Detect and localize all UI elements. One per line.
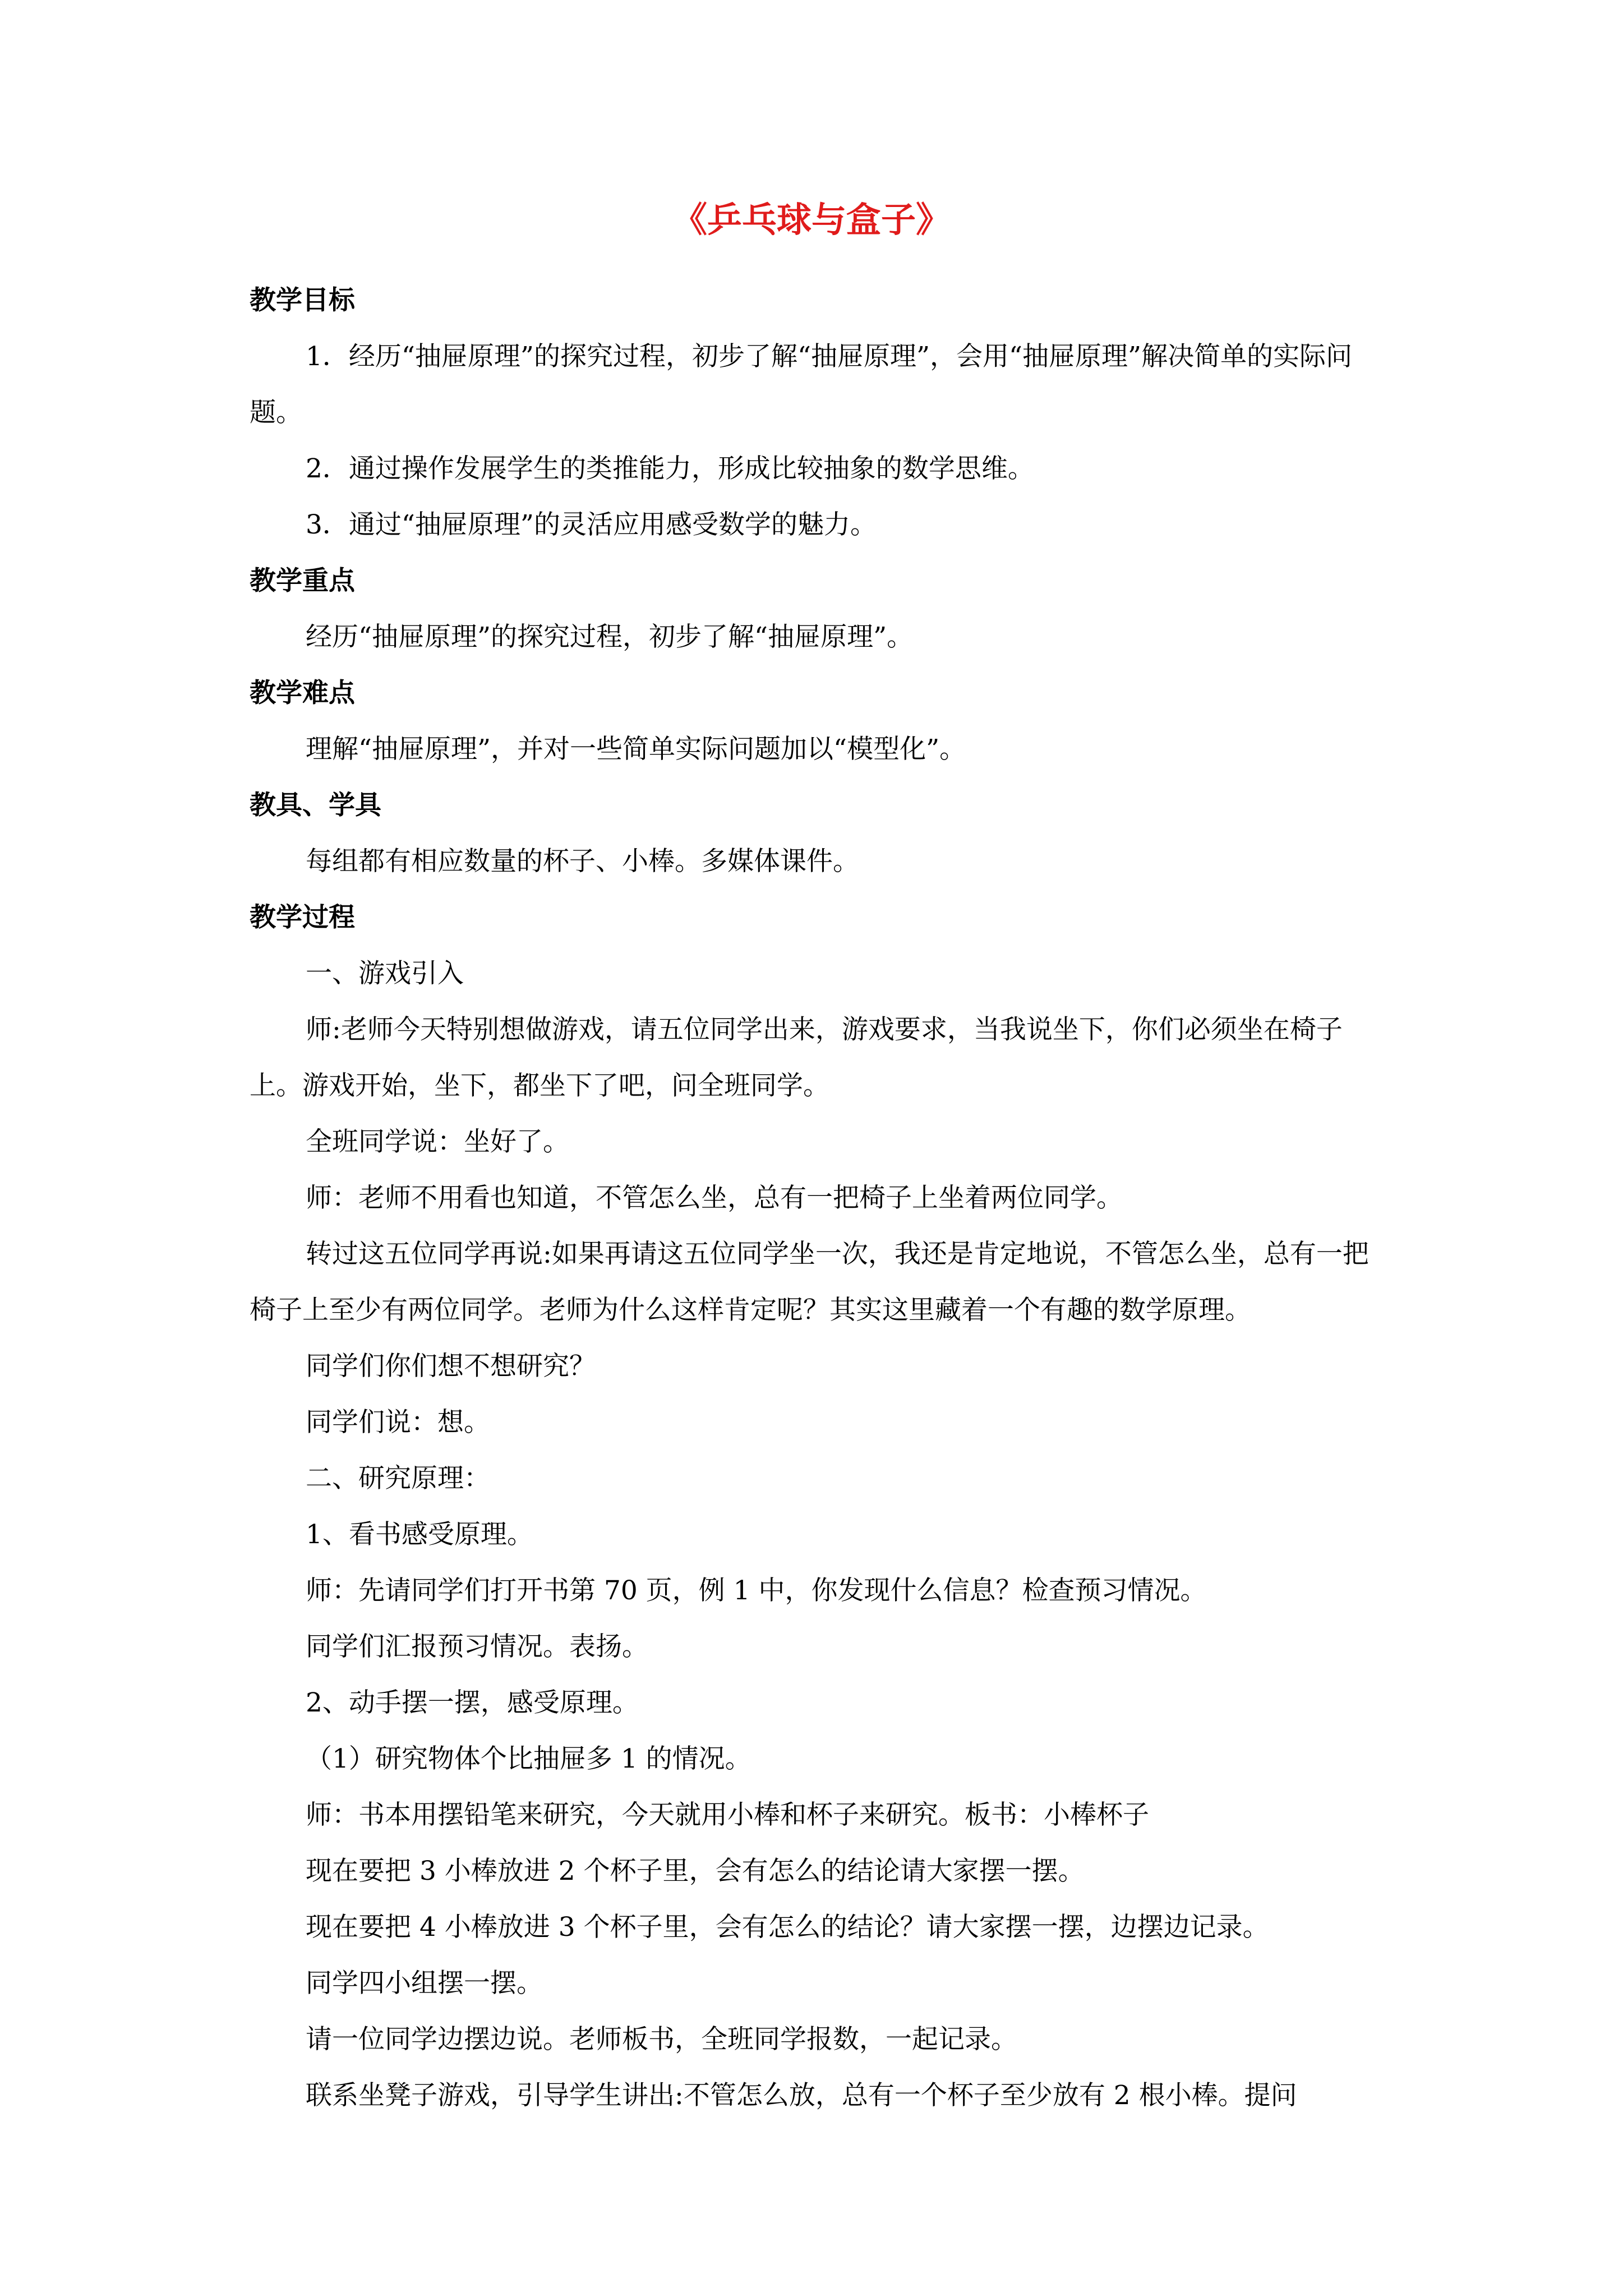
- paragraph: 师:老师今天特别想做游戏，请五位同学出来，游戏要求，当我说坐下，你们必须坐在椅子上。游戏开始，坐下，都坐下了吧，问全班同学。: [250, 1014, 1343, 1101]
- paragraph: 转过这五位同学再说:如果再请这五位同学坐一次，我还是肯定地说，不管怎么坐，总有一把椅子上至少有两位同学。老师为什么这样肯定呢？其实这里藏着一个有趣的数学原理。: [250, 1239, 1369, 1326]
- paragraph: 2、动手摆一摆，感受原理。: [306, 1687, 639, 1718]
- document-title: 《乒乓球与盒子》: [672, 199, 951, 240]
- paragraph: 请一位同学边摆边说。老师板书，全班同学报数，一起记录。: [306, 2024, 1017, 2055]
- paragraph: 现在要把 4 小棒放进 3 个杯子里，会有怎么的结论？请大家摆一摆，边摆边记录。: [306, 1912, 1269, 1943]
- section-heading: 教学过程: [250, 902, 355, 933]
- paragraph: 理解“抽屉原理”，并对一些简单实际问题加以“模型化”。: [306, 734, 966, 765]
- section-heading: 教学难点: [250, 678, 355, 708]
- paragraph: 3．通过“抽屉原理”的灵活应用感受数学的魅力。: [306, 509, 877, 540]
- paragraph: 同学们说：想。: [306, 1407, 490, 1438]
- paragraph: 师：书本用摆铅笔来研究，今天就用小棒和杯子来研究。板书：小棒杯子: [306, 1800, 1149, 1830]
- document-body: [250, 273, 1388, 2124]
- paragraph: 师：先请同学们打开书第 70 页，例 1 中，你发现什么信息？检查预习情况。: [306, 1575, 1207, 1606]
- section-heading: 教学目标: [250, 285, 355, 316]
- paragraph: 同学四小组摆一摆。: [306, 1968, 543, 1999]
- paragraph: 每组都有相应数量的杯子、小棒。多媒体课件。: [306, 846, 859, 877]
- paragraph: 二、研究原理：: [306, 1463, 490, 1494]
- paragraph: 1、看书感受原理。: [306, 1519, 533, 1550]
- paragraph: 同学们你们想不想研究？: [306, 1351, 596, 1382]
- paragraph: （1）研究物体个比抽屉多 1 的情况。: [306, 1743, 751, 1774]
- paragraph: 一、游戏引入: [306, 958, 464, 989]
- section-heading: 教学重点: [250, 565, 355, 596]
- paragraph: 同学们汇报预习情况。表扬。: [306, 1631, 648, 1662]
- paragraph: 全班同学说：坐好了。: [306, 1126, 569, 1157]
- paragraph: 1．经历“抽屉原理”的探究过程，初步了解“抽屉原理”，会用“抽屉原理”解决简单的实际问题。: [250, 341, 1353, 428]
- section-heading: 教具、学具: [250, 790, 381, 821]
- paragraph: 师：老师不用看也知道，不管怎么坐，总有一把椅子上坐着两位同学。: [306, 1182, 1123, 1213]
- paragraph: 2．通过操作发展学生的类推能力，形成比较抽象的数学思维。: [306, 453, 1034, 484]
- paragraph: 经历“抽屉原理”的探究过程，初步了解“抽屉原理”。: [306, 622, 914, 652]
- paragraph: 现在要把 3 小棒放进 2 个杯子里，会有怎么的结论请大家摆一摆。: [306, 1856, 1085, 1887]
- paragraph: 联系坐凳子游戏，引导学生讲出:不管怎么放，总有一个杯子至少放有 2 根小棒。提问: [306, 2080, 1297, 2111]
